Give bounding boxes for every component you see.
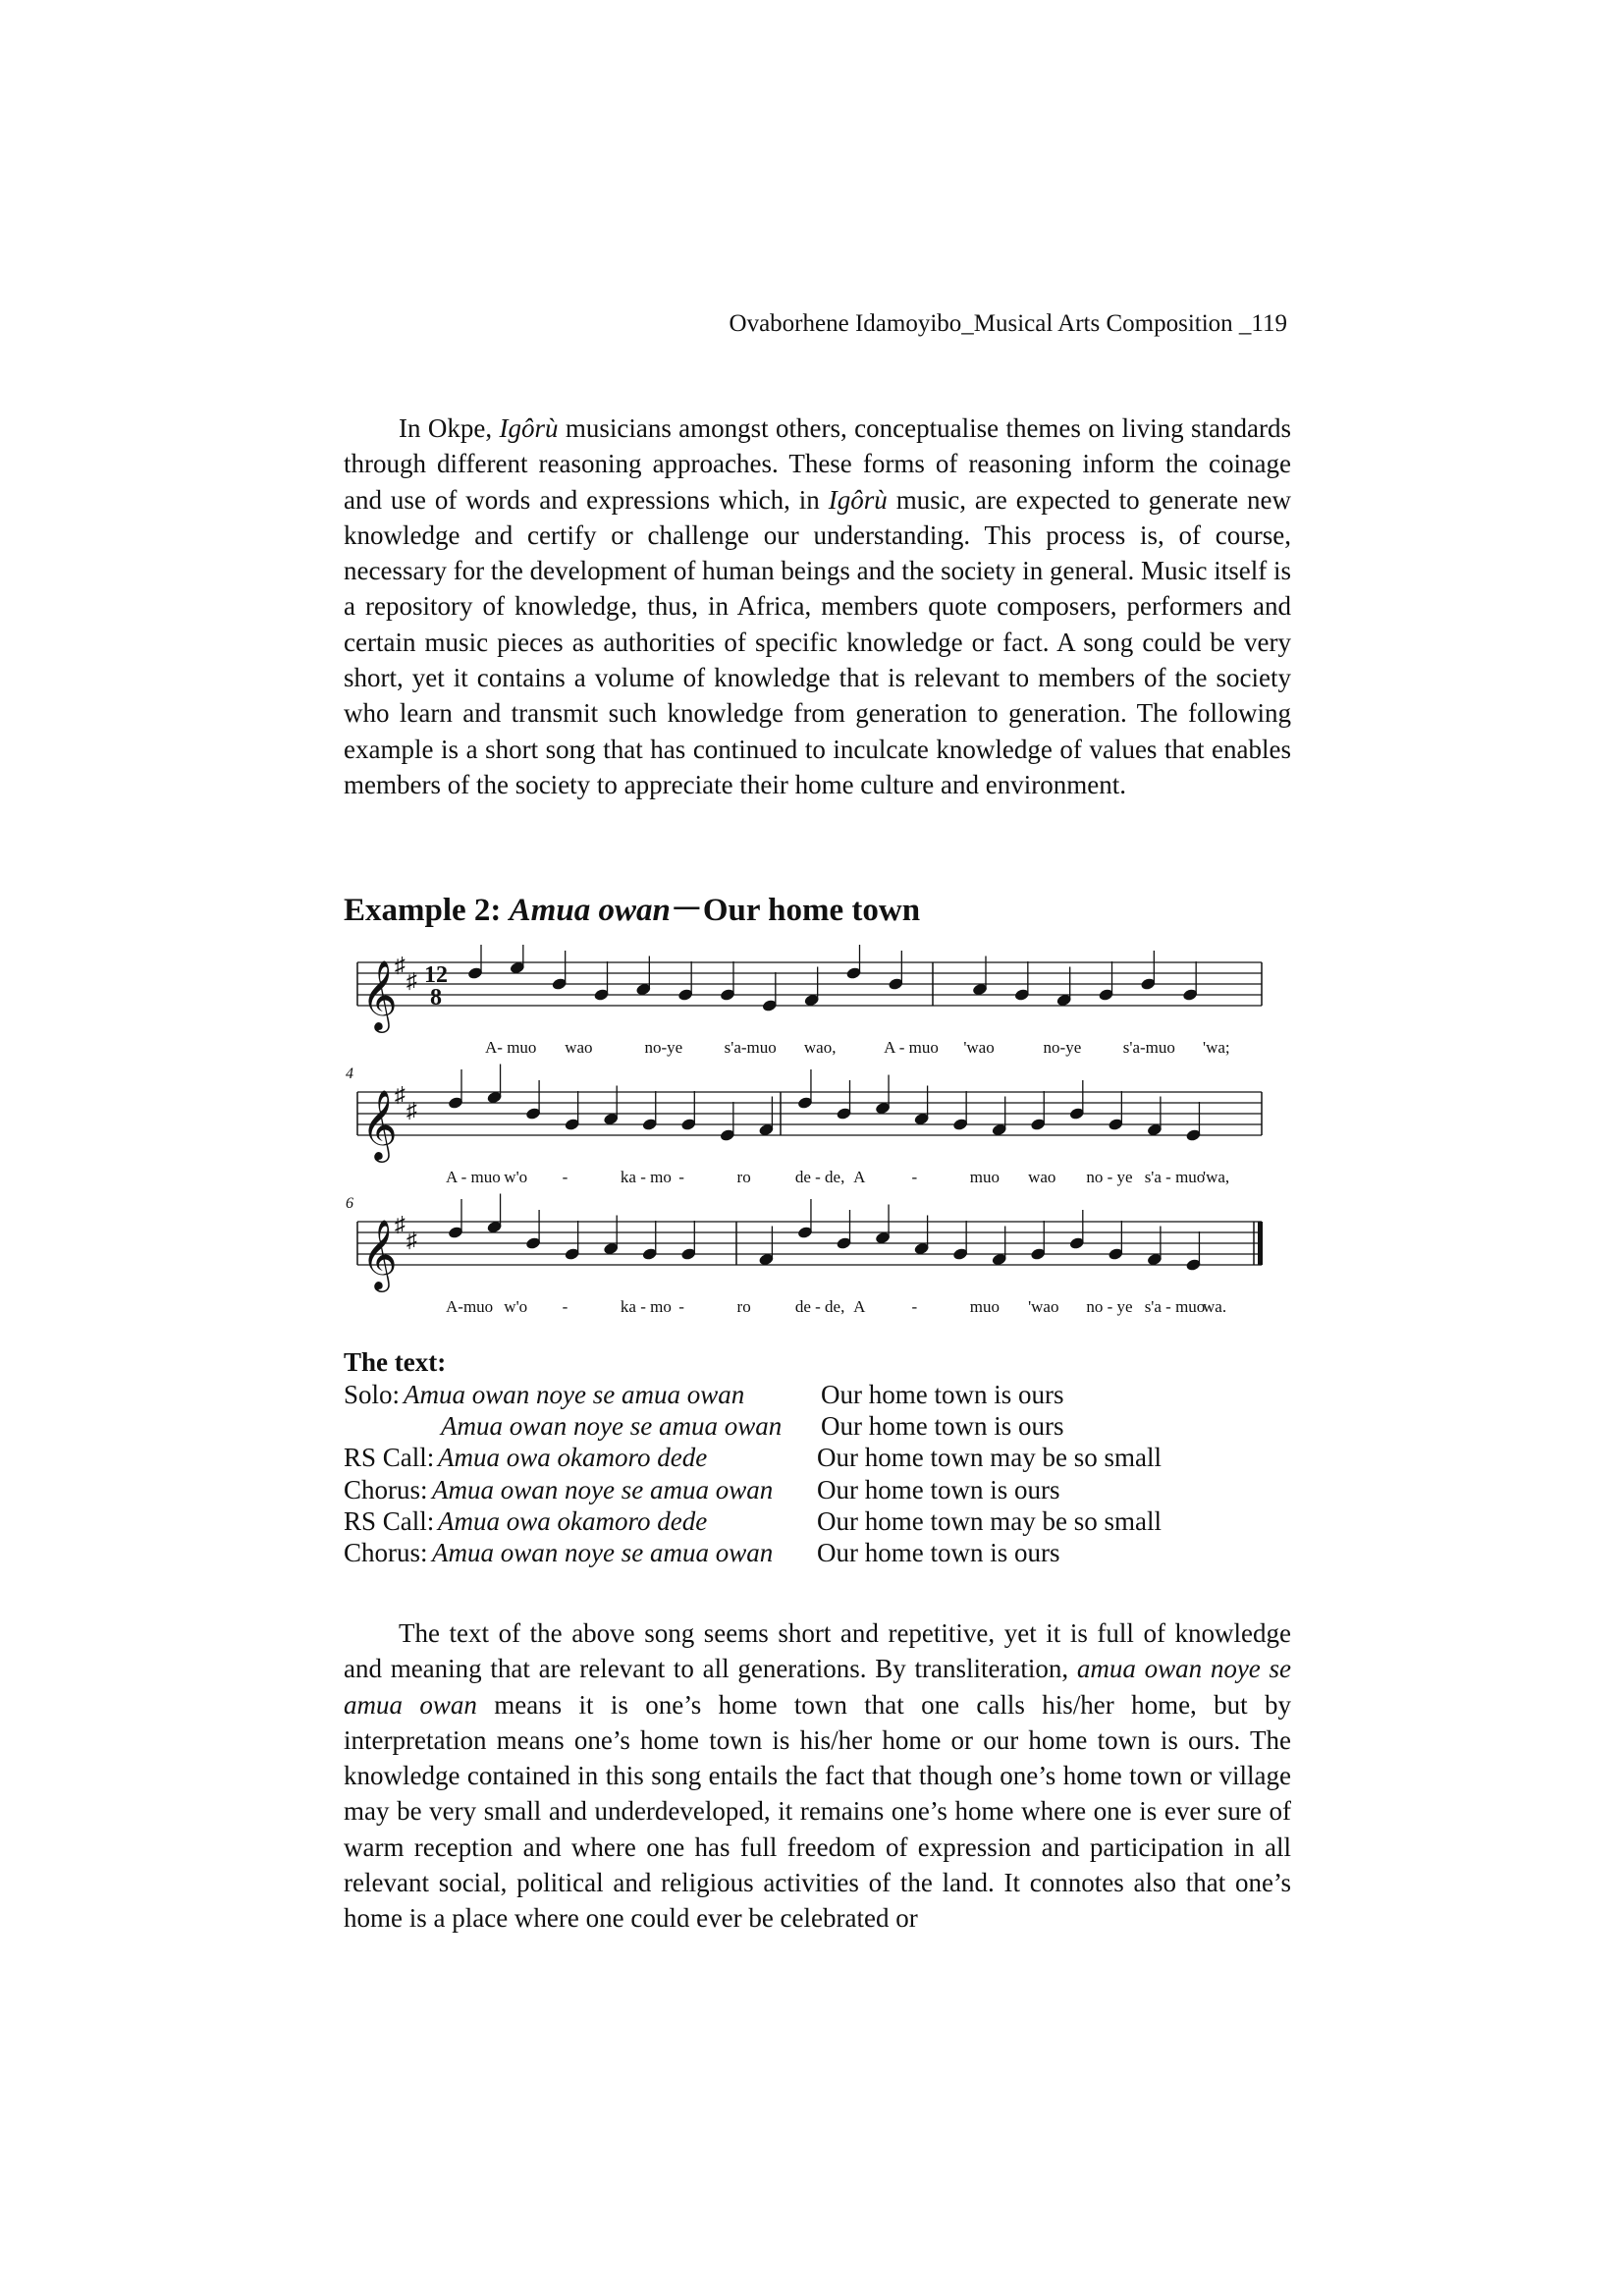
treble-clef-icon: 𝄞 (361, 962, 398, 1029)
example-dash: － (670, 893, 703, 928)
example-title-rest: Our home town (702, 893, 921, 928)
example-heading (344, 884, 920, 930)
sharp-icon: ♯ (406, 1228, 417, 1252)
paragraph-1 (344, 410, 1291, 802)
sharp-icon: ♯ (406, 1098, 417, 1122)
lyric-syllable: 'wao (963, 1038, 995, 1057)
paragraph1-segment-0: In Okpe, (399, 413, 500, 443)
time-signature-top: 12 (424, 962, 448, 988)
example-prefix: Example 2: (344, 893, 510, 928)
lyric-syllable: wao, (803, 1038, 837, 1057)
text-row-original: Amua owan noye se amua owan (441, 1411, 783, 1442)
lyric-syllable: - (678, 1297, 684, 1316)
sharp-icon: ♯ (395, 1082, 406, 1107)
lyric-syllable: ka - mo (620, 1297, 672, 1316)
text-row-original: Amua owan noye se amua owan (432, 1537, 774, 1567)
lyric-syllable: de - de, (794, 1168, 845, 1186)
lyric-syllable: wao (565, 1038, 593, 1057)
lyric-syllable: ro (736, 1297, 751, 1316)
lyric-syllable: muo (969, 1297, 1001, 1316)
paragraph1-segment-4: music, are expected to generate new knowledge and certify or challenge our understanding. This process is, of course, necessary for the development of human beings and the society in general. Music itself is a repository of knowledge, thus, in Africa, members quote composers, performers and certain music pieces as authorities of specific knowledge or fact. A song could be very short, yet it contains a volume of knowledge that is relevant to members of the society who learn and transmit such knowledge from generation to generation. The following example is a short song that has continued to inculcate knowledge of values that enables members of the society to appreciate their home culture and environment. (344, 484, 1291, 799)
lyric-syllable: A (853, 1168, 866, 1186)
text-row-label: Chorus: (344, 1474, 428, 1504)
lyric-syllable: - (562, 1168, 568, 1186)
lyric-syllable: muo (969, 1168, 1001, 1186)
sharp-icon: ♯ (395, 953, 406, 977)
sharp-icon: ♯ (406, 968, 417, 993)
lyric-syllable: no - ye (1086, 1297, 1133, 1316)
lyric-syllable: A - muo (884, 1038, 939, 1057)
lyric-syllable: s'a-muo (724, 1038, 777, 1057)
lyric-syllable: 'wao (1028, 1297, 1059, 1316)
lyric-syllable: - (911, 1297, 918, 1316)
lyric-syllable: no-ye (644, 1038, 683, 1057)
final-barline-thick (1258, 1222, 1263, 1265)
text-section-label: The text: (344, 1347, 447, 1377)
text-row-label: RS Call: (344, 1505, 435, 1536)
lyric-syllable: 'wa, (1203, 1168, 1230, 1186)
lyric-syllable: wa. (1203, 1297, 1227, 1316)
lyric-syllable: ka - mo (620, 1168, 672, 1186)
text-row-label: RS Call: (344, 1443, 435, 1473)
text-row-original: Amua owa okamoro dede (438, 1505, 708, 1536)
lyric-syllable: 'wa; (1203, 1038, 1230, 1057)
paragraph2-segment-1: amua owan noye se amua owan (344, 1654, 1291, 1720)
time-signature-bottom: 8 (430, 985, 442, 1011)
lyric-syllable: ro (736, 1168, 751, 1186)
lyric-syllable: - (678, 1168, 684, 1186)
paragraph1-segment-2: musicians amongst others, conceptualise themes on living standards through different reasoning approaches. These forms of reasoning inform the coinage and use of words and expressions which, in (344, 413, 1291, 515)
text-row-translation: Our home town is ours (817, 1537, 1060, 1567)
lyric-syllable: A-muo (446, 1297, 494, 1316)
lyric-syllable: s'a - muo (1144, 1297, 1206, 1316)
lyric-syllable: de - de, (794, 1297, 845, 1316)
text-row-label: Solo: (344, 1380, 401, 1409)
measure-number: 4 (346, 1066, 353, 1082)
lyric-syllable: no-ye (1043, 1038, 1082, 1057)
text-row-label: Chorus: (344, 1537, 428, 1567)
lyric-syllable: A- muo (485, 1038, 537, 1057)
paragraph-2 (344, 1615, 1291, 1937)
example-title-italic: Amua owan (509, 893, 671, 928)
lyric-syllable: A - muo (446, 1168, 501, 1186)
paragraph2-segment-0: The text of the above song seems short and repetitive, yet it is full of knowledge and meaning that are relevant to all generations. By transliteration, (344, 1618, 1291, 1684)
paragraph2-segment-2: means it is one’s home town that one calls his/her home, but by interpretation means one’s home town is his/her home or our home town is ours. The knowledge contained in this song entails the fact that though one’s home town or village may be very small and underdeveloped, it remains one’s home where one is ever sure of warm reception and where one has full freedom of expression and participation in all relevant social, political and religious activities of the land. It connotes also that one’s home is a place where one could ever be celebrated or (344, 1689, 1291, 1934)
paragraph1-segment-1: Igôrù (499, 413, 559, 443)
text-row-original: Amua owan noye se amua owan (404, 1380, 745, 1409)
treble-clef-icon: 𝄞 (361, 1092, 398, 1159)
text-row-translation: Our home town is ours (817, 1474, 1060, 1504)
music-score (344, 945, 1286, 1318)
running-header: Ovaborhene Idamoyibo_Musical Arts Composition _119 (729, 310, 1287, 337)
lyric-syllable: - (911, 1168, 918, 1186)
lyric-syllable: A (853, 1297, 866, 1316)
lyric-syllable: wao (1028, 1168, 1056, 1186)
lyric-syllable: s'a-muo (1122, 1038, 1175, 1057)
paragraph1-segment-3: Igôrù (828, 484, 888, 515)
lyric-syllable: - (562, 1297, 568, 1316)
lyric-syllable: w'o (504, 1297, 528, 1316)
text-row-translation: Our home town is ours (821, 1380, 1064, 1409)
text-row-translation: Our home town may be so small (817, 1505, 1162, 1536)
text-row-translation: Our home town may be so small (817, 1443, 1162, 1473)
lyric-syllable: no - ye (1086, 1168, 1133, 1186)
text-row-translation: Our home town is ours (821, 1411, 1064, 1442)
sharp-icon: ♯ (395, 1212, 406, 1236)
text-row-original: Amua owa okamoro dede (438, 1443, 708, 1473)
lyric-syllable: w'o (504, 1168, 528, 1186)
text-row-original: Amua owan noye se amua owan (432, 1474, 774, 1504)
measure-number: 6 (346, 1195, 353, 1212)
treble-clef-icon: 𝄞 (361, 1222, 398, 1288)
lyric-syllable: s'a - muo (1144, 1168, 1206, 1186)
